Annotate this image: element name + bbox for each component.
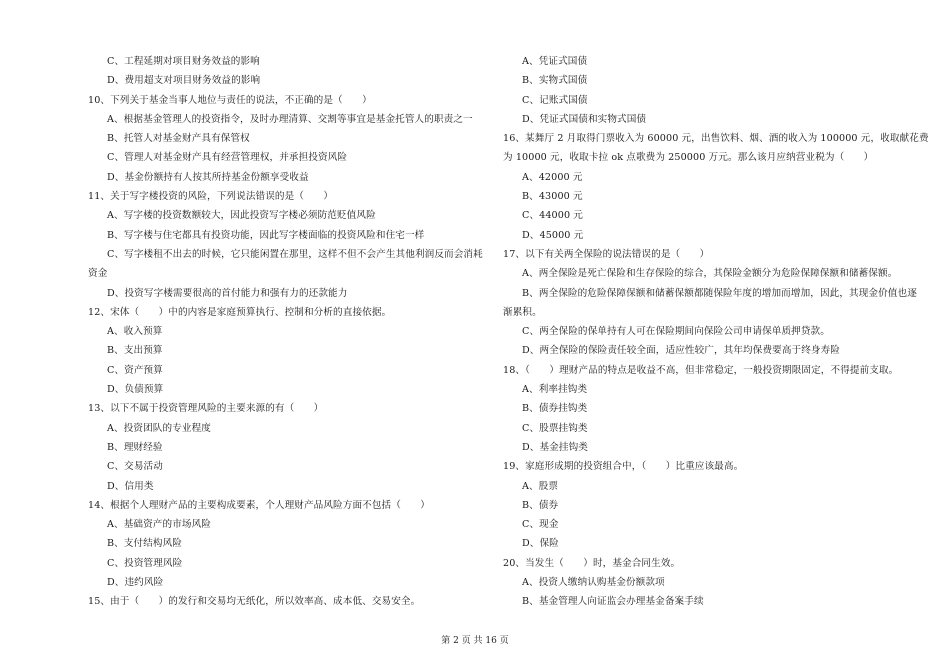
answer-option: B、债券 [522,499,559,511]
answer-option: B、两全保险的危险保障保额和储蓄保额都随保险年度的增加而增加，因此，其现金价值也逐 [522,287,917,299]
answer-option: D、费用超支对项目财务效益的影响 [107,75,261,87]
answer-option: A、基础资产的市场风险 [107,519,211,531]
answer-option: C、工程延期对项目财务效益的影响 [107,56,260,67]
answer-option: B、实物式国债 [522,75,588,87]
answer-option: A、股票 [522,480,559,492]
answer-option: D、信用类 [107,480,154,492]
answer-option: A、根据基金管理人的投资指令，及时办理清算、交割等事宜是基金托管人的职责之一 [107,113,473,125]
answer-option: D、45000 元 [522,229,584,241]
question-text: 14、根据个人理财产品的主要构成要素，个人理财产品风险方面不包括（ ） [88,499,430,511]
answer-option: C、两全保险的保单持有人可在保险期间向保险公司申请保单质押贷款。 [522,326,830,338]
question-text: 11、关于写字楼投资的风险，下列说法错误的是（ ） [88,191,334,203]
answer-option: D、投资写字楼需要很高的首付能力和强有力的还款能力 [107,287,348,299]
answer-option: D、凭证式国债和实物式国债 [522,113,647,125]
answer-option: C、股票挂钩类 [522,422,588,434]
question-text: 10、下列关于基金当事人地位与责任的说法，不正确的是（ ） [88,94,372,106]
answer-option: D、基金份额持有人按其所持基金份额享受收益 [107,171,309,183]
answer-option: B、托管人对基金财产具有保管权 [107,133,250,145]
answer-option: B、支付结构风险 [107,538,183,550]
answer-option: C、管理人对基金财产具有经营管理权，并承担投资风险 [107,152,348,164]
answer-option: D、两全保险的保险责任较全面，适应性较广，其年均保费要高于终身寿险 [522,345,840,357]
answer-option: A、42000 元 [522,171,583,183]
answer-option: D、基金挂钩类 [522,441,588,453]
answer-option: B、理财经验 [107,441,163,453]
continued-text: 资金 [88,268,108,280]
answer-option: C、现金 [522,519,559,531]
answer-option: B、支出预算 [107,345,163,357]
question-text: 16、某舞厅 2 月取得门票收入为 60000 元，出售饮料、烟、酒的收入为 100000 元，收取献花费 [503,133,929,145]
answer-option: B、43000 元 [522,191,583,203]
answer-option: A、收入预算 [107,326,163,338]
question-text: 19、家庭形成期的投资组合中，（ ）比重应该最高。 [503,461,744,473]
answer-option: C、写字楼租不出去的时候，它只能闲置在那里，这样不但不会产生其他利润反而会消耗 [107,248,483,260]
answer-option: D、负债预算 [107,384,164,396]
question-text: 12、宋体（ ）中的内容是家庭预算执行、控制和分析的直接依据。 [88,306,392,318]
left-column [88,52,483,612]
answer-option: B、债券挂钩类 [522,403,588,415]
answer-option: C、资产预算 [107,364,163,376]
answer-option: A、利率挂钩类 [522,384,588,396]
answer-option: D、违约风险 [107,577,164,589]
answer-option: C、投资管理风险 [107,557,183,569]
answer-option: C、记账式国债 [522,94,588,106]
question-text: 17、以下有关两全保险的说法错误的是（ ） [503,248,710,260]
answer-option: A、投资团队的专业程度 [107,422,211,434]
question-text: 20、当发生（ ）时，基金合同生效。 [503,557,681,569]
right-column [503,52,929,612]
answer-option: A、写字楼的投资数额较大，因此投资写字楼必须防范贬值风险 [107,210,376,222]
answer-option: B、写字楼与住宅都具有投资功能，因此写字楼面临的投资风险和住宅一样 [107,229,425,241]
answer-option: A、凭证式国债 [522,56,588,67]
answer-option: C、交易活动 [107,461,163,473]
question-text: 13、以下不属于投资管理风险的主要来源的有（ ） [88,403,324,415]
answer-option: A、投资人缴纳认购基金份额款项 [522,577,665,589]
question-text: 18、（ ）理财产品的特点是收益不高，但非常稳定，一般投资期限固定，不得提前支取。 [503,364,899,376]
continued-text: 为 10000 元，收取卡拉 ok 点歌费为 250000 万元。那么该月应纳营业税为（ ） [503,152,874,164]
answer-option: B、基金管理人向证监会办理基金备案手续 [522,596,704,608]
question-text: 15、由于（ ）的发行和交易均无纸化，所以效率高、成本低、交易安全。 [88,596,421,608]
continued-text: 渐累积。 [503,306,542,318]
answer-option: A、两全保险是死亡保险和生存保险的综合，其保险金额分为危险保障保额和储蓄保额。 [522,268,898,280]
answer-option: C、44000 元 [522,210,583,222]
page-footer: 第 2 页 共 16 页 [441,636,509,646]
answer-option: D、保险 [522,538,559,550]
